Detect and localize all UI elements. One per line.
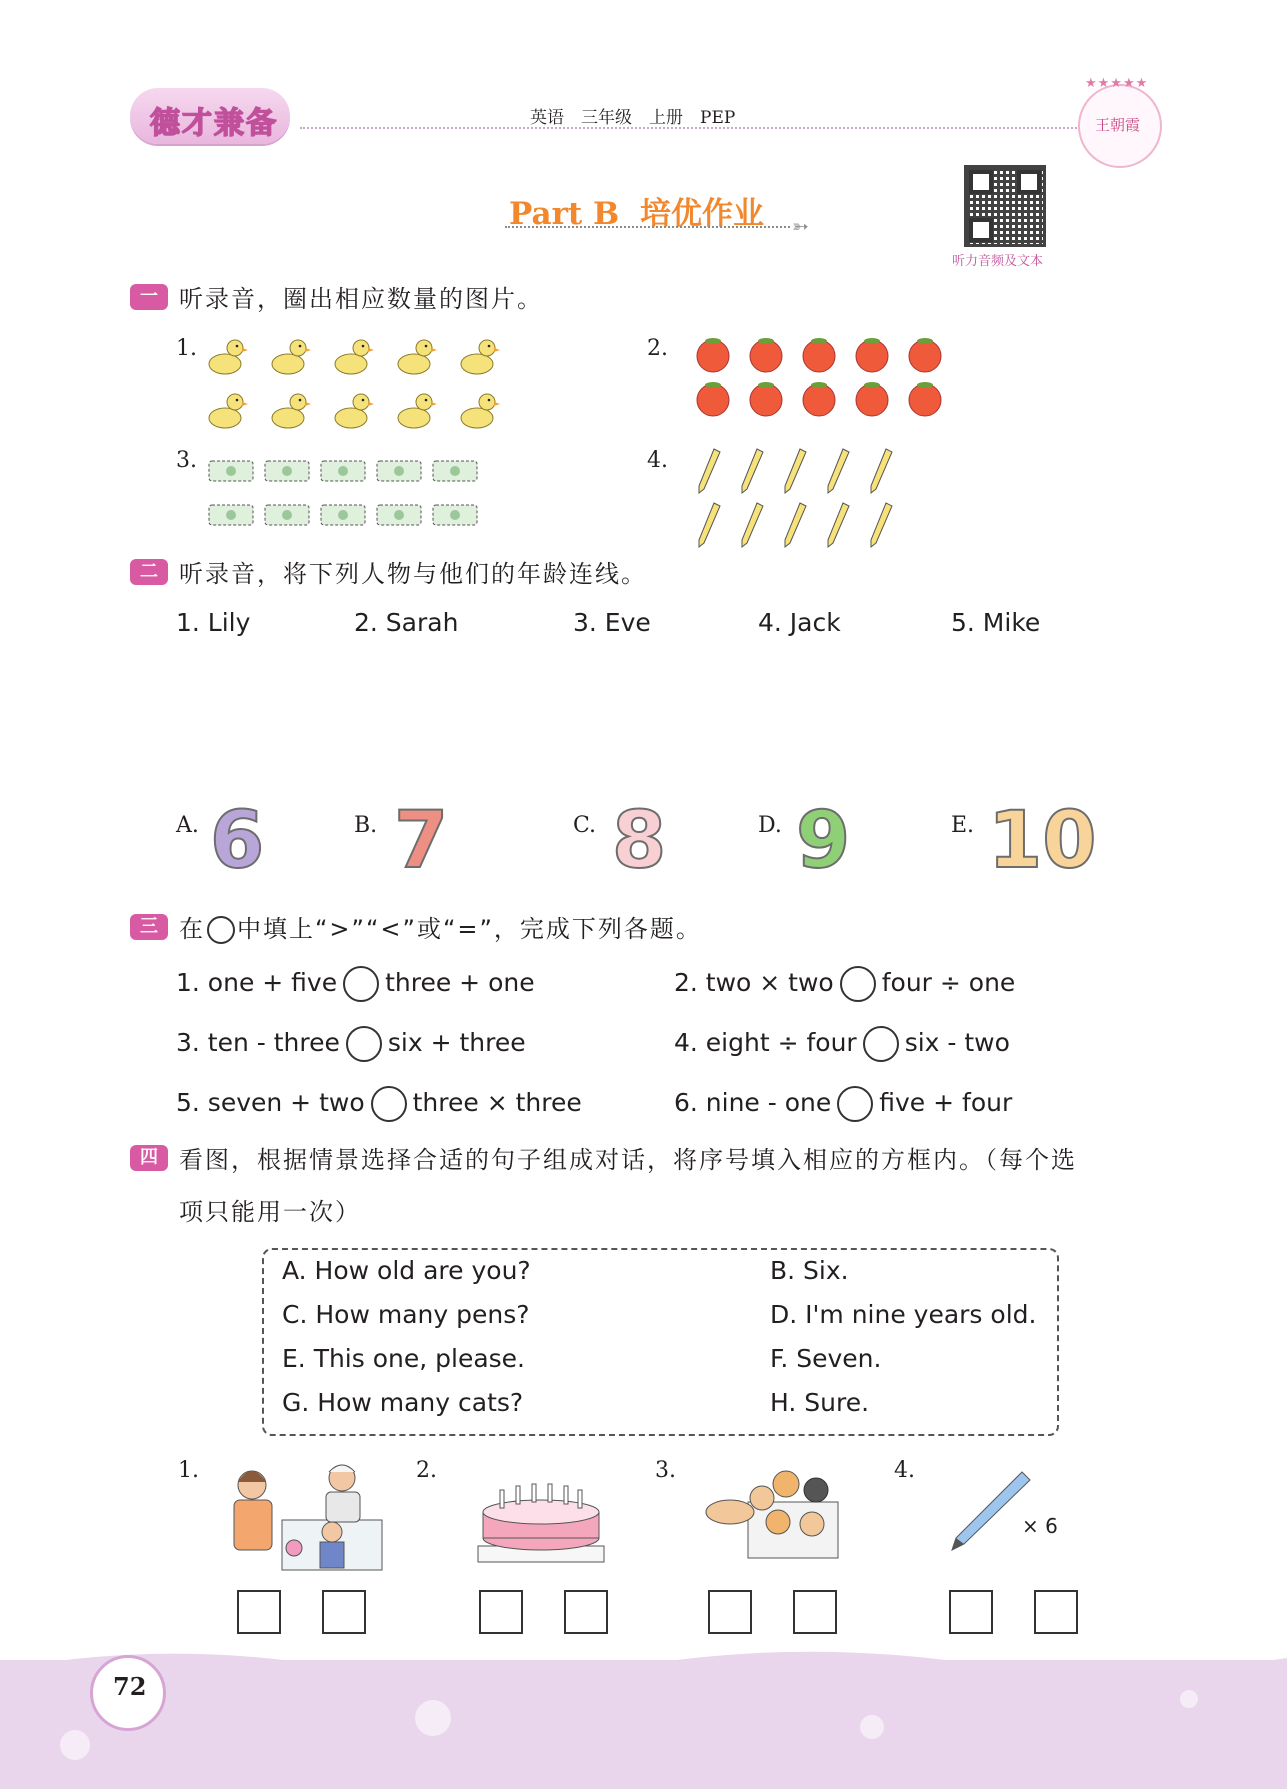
comparison-item <box>674 1086 1012 1122</box>
picture-2-number: 2. <box>416 1458 437 1483</box>
money-icon <box>376 504 422 526</box>
duck-icon <box>457 388 501 432</box>
qr-code-icon[interactable] <box>964 165 1046 247</box>
apple-icon <box>905 335 945 373</box>
comparison-item <box>176 966 535 1002</box>
answer-box[interactable] <box>564 1590 608 1634</box>
title-underline <box>505 226 790 228</box>
answer-circle[interactable] <box>840 966 876 1002</box>
pencil-icon <box>825 447 851 495</box>
shop-scene-icon <box>222 1460 387 1576</box>
age-letter: C. <box>573 813 597 838</box>
apple-icon <box>693 335 733 373</box>
answer-box[interactable] <box>949 1590 993 1634</box>
age-letter: D. <box>758 813 782 838</box>
section-3-instruction <box>179 909 702 944</box>
apple-icon <box>746 335 786 373</box>
pencil-icon <box>868 447 894 495</box>
section-4-badge: 四 <box>130 1145 168 1171</box>
money-icon <box>264 504 310 526</box>
apple-icon <box>852 335 892 373</box>
circle-icon <box>207 916 235 944</box>
pencil-group[interactable] <box>696 447 894 549</box>
money-group[interactable] <box>208 460 478 526</box>
pencil-icon <box>696 447 722 495</box>
picture-1-number: 1. <box>178 1458 199 1483</box>
pencil-icon <box>868 501 894 549</box>
bubble <box>860 1715 884 1739</box>
answer-box[interactable] <box>793 1590 837 1634</box>
pen-icon <box>944 1466 1034 1556</box>
age-number-7[interactable]: 7 <box>394 796 449 886</box>
option-c: C. How many pens? <box>282 1300 530 1329</box>
apple-icon <box>746 379 786 417</box>
money-icon <box>208 504 254 526</box>
age-letter: B. <box>354 813 378 838</box>
duck-icon <box>394 388 438 432</box>
item-1-number: 1. <box>176 336 197 361</box>
section-1-badge: 一 <box>130 284 168 310</box>
expression-left: 3. ten - three <box>176 1028 340 1057</box>
option-e: E. This one, please. <box>282 1344 526 1373</box>
expression-right: four ÷ one <box>881 968 1016 997</box>
duck-icon <box>268 334 312 378</box>
picture-4-number: 4. <box>894 1458 915 1483</box>
option-h: H. Sure. <box>770 1388 870 1417</box>
qr-label: 听力音频及文本 <box>952 254 1044 269</box>
duck-icon <box>394 334 438 378</box>
option-d: D. I'm nine years old. <box>770 1300 1037 1329</box>
money-icon <box>208 460 254 482</box>
duck-icon <box>268 388 312 432</box>
answer-circle[interactable] <box>371 1086 407 1122</box>
item-3-number: 3. <box>176 448 197 473</box>
answer-box[interactable] <box>1034 1590 1078 1634</box>
apple-icon <box>799 379 839 417</box>
money-icon <box>432 460 478 482</box>
pencil-icon <box>739 447 765 495</box>
answer-box[interactable] <box>237 1590 281 1634</box>
bubble <box>415 1700 451 1736</box>
money-icon <box>320 460 366 482</box>
section-4-instruction-line2: 项只能用一次） <box>179 1198 361 1226</box>
answer-circle[interactable] <box>863 1026 899 1062</box>
expression-right: five + four <box>879 1088 1013 1117</box>
money-icon <box>264 460 310 482</box>
age-letter: A. <box>176 813 199 838</box>
item-2-number: 2. <box>647 336 668 361</box>
apple-icon <box>693 379 733 417</box>
expression-left: 2. two × two <box>674 968 834 997</box>
apple-group[interactable] <box>693 335 945 417</box>
age-number-8[interactable]: 8 <box>612 796 667 886</box>
stars-icon: ★★★★★ <box>1085 76 1149 91</box>
birthday-cake-icon <box>476 1476 606 1566</box>
comparison-item <box>176 1026 526 1062</box>
header-subject: 英语 三年级 上册 PEP <box>530 108 736 128</box>
cats-icon <box>700 1462 845 1562</box>
bubble <box>60 1730 90 1760</box>
answer-circle[interactable] <box>837 1086 873 1122</box>
age-number-9[interactable]: 9 <box>796 796 851 886</box>
section-2-instruction: 听录音，将下列人物与他们的年龄连线。 <box>179 560 647 588</box>
duck-icon <box>331 334 375 378</box>
duck-icon <box>205 388 249 432</box>
option-g: G. How many cats? <box>282 1388 524 1417</box>
footer-band <box>0 1660 1287 1789</box>
age-number-10[interactable]: 10 <box>988 796 1097 886</box>
age-number-6[interactable]: 6 <box>210 796 265 886</box>
answer-box[interactable] <box>708 1590 752 1634</box>
expression-left: 5. seven + two <box>176 1088 365 1117</box>
person-name[interactable]: 4. Jack <box>758 608 841 637</box>
answer-circle[interactable] <box>343 966 379 1002</box>
comparison-item <box>674 1026 1010 1062</box>
expression-right: three + one <box>385 968 535 997</box>
option-b: B. Six. <box>770 1256 849 1285</box>
instruction-part: 在 <box>179 915 205 943</box>
pen-count: × 6 <box>1022 1514 1058 1538</box>
instruction-part: 中填上“>”“<”或“=”，完成下列各题。 <box>237 915 702 943</box>
answer-box[interactable] <box>479 1590 523 1634</box>
person-name[interactable]: 1. Lily <box>176 608 251 637</box>
person-name[interactable]: 3. Eve <box>573 608 651 637</box>
option-a: A. How old are you? <box>282 1256 531 1285</box>
apple-icon <box>905 379 945 417</box>
duck-icon <box>457 334 501 378</box>
expression-right: six - two <box>904 1028 1010 1057</box>
expression-left: 1. one + five <box>176 968 338 997</box>
age-letter: E. <box>951 813 975 838</box>
part-name: 培优作业 <box>640 196 765 232</box>
part-label: Part B <box>509 196 620 232</box>
pencil-icon <box>739 501 765 549</box>
expression-right: six + three <box>387 1028 526 1057</box>
apple-icon <box>799 335 839 373</box>
pencil-icon <box>782 501 808 549</box>
bubble <box>1180 1690 1198 1708</box>
item-4-number: 4. <box>647 448 668 473</box>
pencil-icon <box>696 501 722 549</box>
expression-left: 4. eight ÷ four <box>674 1028 857 1057</box>
section-4-instruction-line1: 看图，根据情景选择合适的句子组成对话，将序号填入相应的方框内。（每个选 <box>179 1146 1077 1174</box>
option-f: F. Seven. <box>770 1344 882 1373</box>
comparison-item <box>674 966 1015 1002</box>
stamp-text: 王朝霞 <box>1095 116 1141 134</box>
duck-group[interactable] <box>205 334 501 432</box>
person-name[interactable]: 2. Sarah <box>354 608 459 637</box>
duck-icon <box>331 388 375 432</box>
brand-logo-text: 德才兼备 <box>150 106 278 141</box>
answer-box[interactable] <box>322 1590 366 1634</box>
apple-icon <box>852 379 892 417</box>
page-number: 72 <box>113 1672 147 1701</box>
duck-icon <box>205 334 249 378</box>
money-icon <box>376 460 422 482</box>
expression-left: 6. nine - one <box>674 1088 832 1117</box>
section-1-instruction: 听录音，圈出相应数量的图片。 <box>179 285 543 313</box>
money-icon <box>320 504 366 526</box>
picture-3-number: 3. <box>655 1458 676 1483</box>
person-name[interactable]: 5. Mike <box>951 608 1041 637</box>
fish-icon: ➳ <box>792 214 809 238</box>
pencil-icon <box>825 501 851 549</box>
pencil-icon <box>782 447 808 495</box>
comparison-item <box>176 1086 582 1122</box>
money-icon <box>432 504 478 526</box>
section-2-badge: 二 <box>130 559 168 585</box>
expression-right: three × three <box>412 1088 582 1117</box>
answer-circle[interactable] <box>346 1026 382 1062</box>
section-3-badge: 三 <box>130 914 168 940</box>
